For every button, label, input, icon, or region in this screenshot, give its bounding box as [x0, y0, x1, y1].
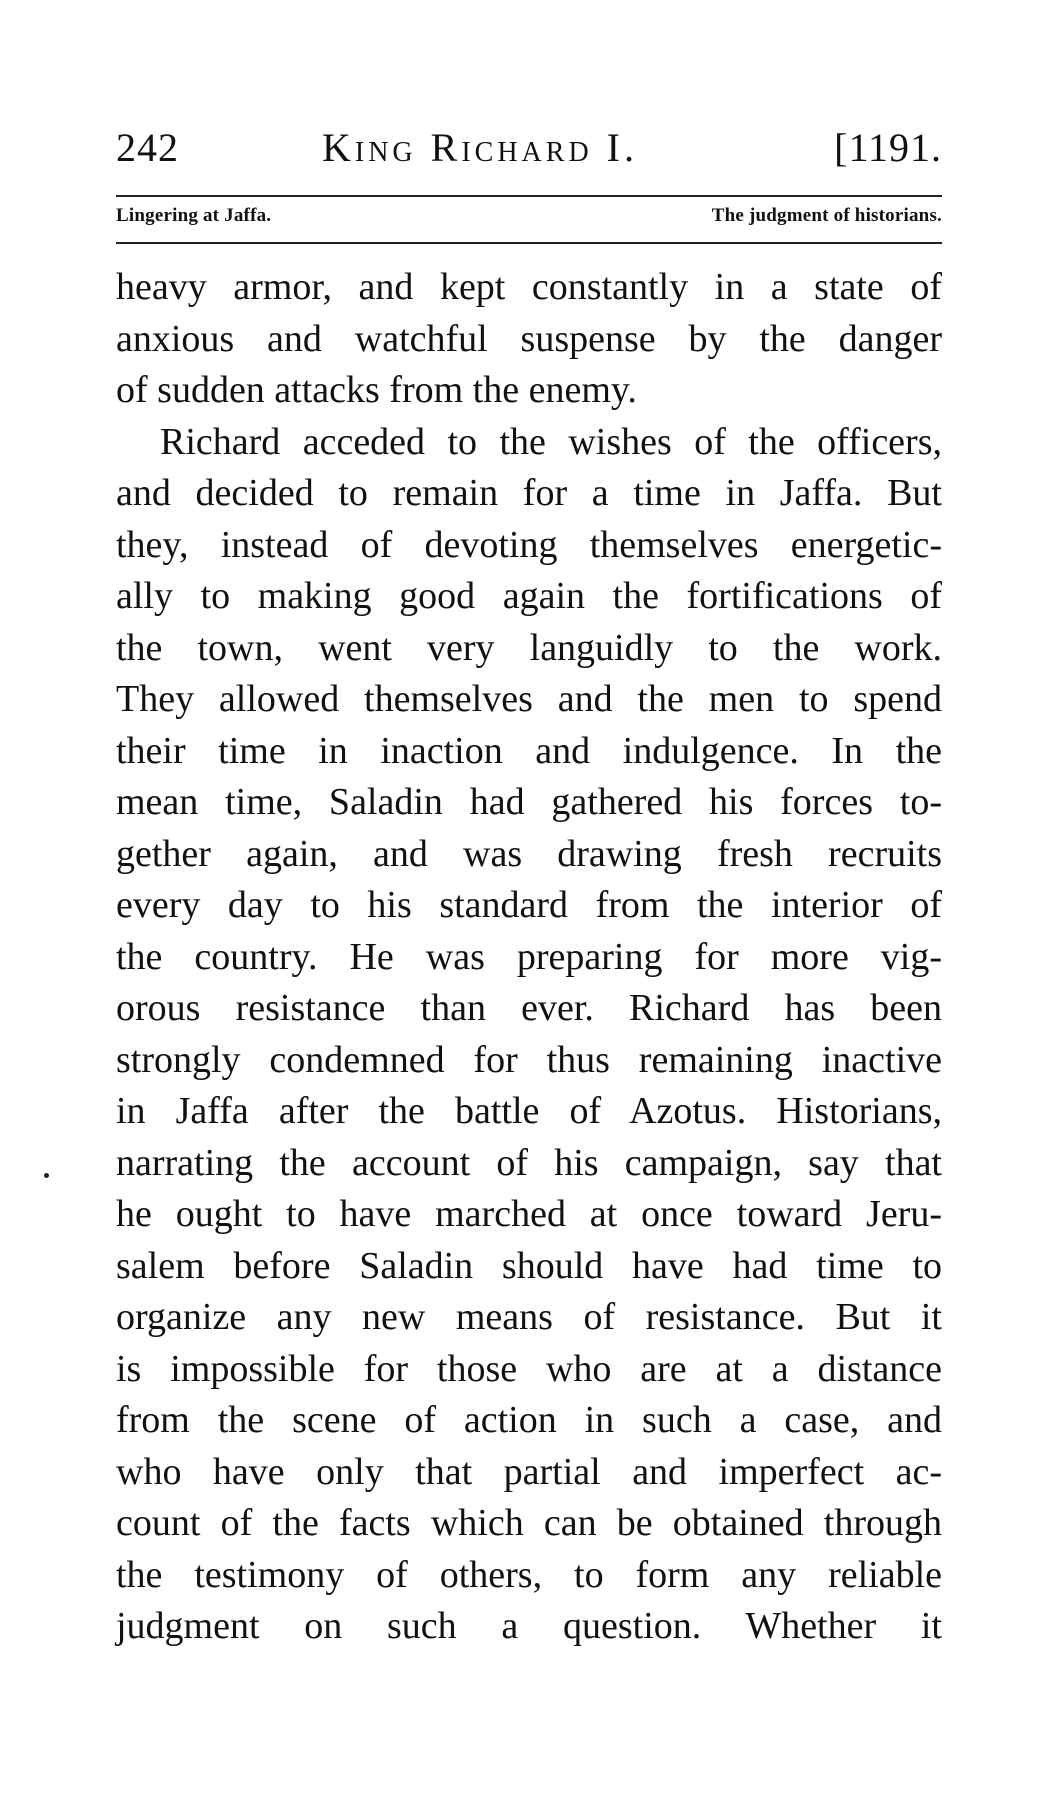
marginal-head-left: Lingering at Jaffa. [116, 205, 272, 226]
page-number: 242 [116, 125, 179, 170]
text-line: their time in inaction and indulgence. In the [116, 729, 942, 772]
text-line: They allowed themselves and the men to spend [116, 678, 942, 720]
text-line: who have only that partial and imperfect ac- [116, 1450, 942, 1493]
text-line: mean time, Saladin had gathered his forces to- [116, 781, 942, 823]
text-line: orous resistance than ever. Richard has been [116, 987, 942, 1029]
text-line: every day to his standard from the interior of [116, 884, 942, 926]
body-text [116, 262, 942, 1653]
text-line: ally to making good again the fortifications of [116, 575, 942, 617]
text-line: in Jaffa after the battle of Azotus. Historians, [116, 1090, 942, 1132]
text-line: he ought to have marched at once toward Jeru- [116, 1193, 942, 1235]
text-line: from the scene of action in such a case, and [116, 1399, 942, 1441]
header-rule-top [116, 195, 942, 197]
text-line: gether again, and was drawing fresh recruits [116, 832, 942, 875]
text-line: of sudden attacks from the enemy. [116, 369, 637, 411]
text-line: narrating the account of his campaign, say that [116, 1141, 942, 1184]
text-line: strongly condemned for thus remaining inactive [116, 1038, 942, 1081]
text-line: and decided to remain for a time in Jaffa. But [116, 472, 942, 514]
text-line: salem before Saladin should have had time to [116, 1244, 942, 1287]
year-mark: [1191. [834, 125, 942, 170]
text-line: heavy armor, and kept constantly in a state of [116, 266, 942, 308]
book-title: King Richard I. [322, 125, 638, 170]
text-line: is impossible for those who are at a distance [116, 1347, 942, 1390]
paragraph [116, 417, 942, 1653]
paragraph-continued [116, 262, 942, 417]
text-line: Richard acceded to the wishes of the officers, [160, 420, 942, 463]
text-line: count of the facts which can be obtained through [116, 1502, 942, 1544]
marginal-head-right: The judgment of historians. [711, 205, 942, 226]
text-line: the country. He was preparing for more vig- [116, 935, 942, 978]
header-rule-bottom [116, 242, 942, 244]
ink-speck [44, 1173, 49, 1178]
text-line: the testimony of others, to form any reliable [116, 1553, 942, 1596]
text-line: they, instead of devoting themselves energetic- [116, 523, 942, 566]
text-line: organize any new means of resistance. But it [116, 1296, 942, 1338]
text-line: the town, went very languidly to the work. [116, 626, 942, 669]
text-line: anxious and watchful suspense by the danger [116, 317, 942, 360]
text-line: judgment on such a question. Whether it [116, 1605, 942, 1647]
running-head [116, 118, 942, 178]
